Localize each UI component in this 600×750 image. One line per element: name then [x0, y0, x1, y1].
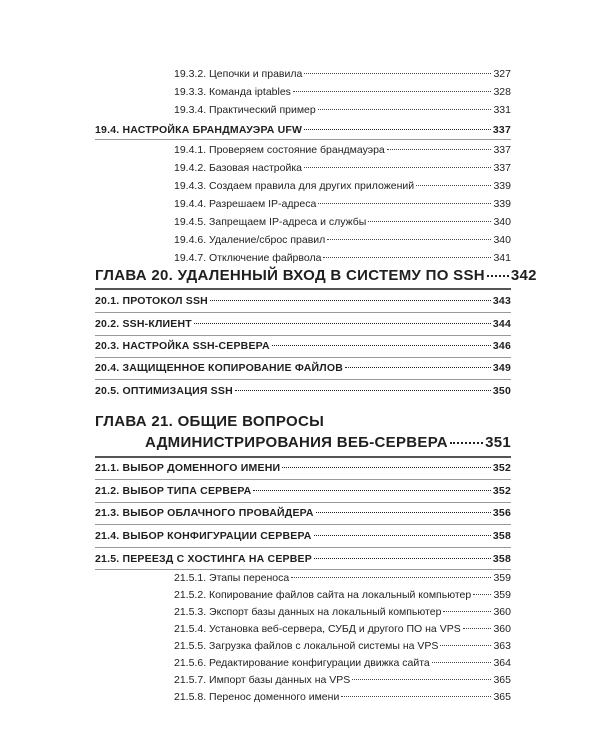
toc-entry: 19.4.7. Отключение файрвола 341 — [174, 252, 511, 264]
toc-entry: 21.5.7. Импорт базы данных на VPS 365 — [174, 674, 511, 686]
divider — [95, 547, 511, 548]
toc-section: 20.2. SSH-КЛИЕНТ 344 — [95, 318, 511, 330]
toc-entry: 21.5.3. Экспорт базы данных на локальный компьютер 360 — [174, 606, 511, 618]
toc-entry: 19.4.6. Удаление/сброс правил 340 — [174, 234, 511, 246]
toc-entry: 21.5.4. Установка веб-сервера, СУБД и другого ПО на VPS 360 — [174, 623, 511, 635]
toc-section: 21.5. ПЕРЕЕЗД С ХОСТИНГА НА СЕРВЕР 358 — [95, 553, 511, 565]
toc-entry: 19.4.5. Запрещаем IP-адреса и службы 340 — [174, 216, 511, 228]
toc-entry: 19.3.4. Практический пример 331 — [174, 104, 511, 116]
toc-entry: 19.4.2. Базовая настройка 337 — [174, 162, 511, 174]
toc-section: 20.1. ПРОТОКОЛ SSH 343 — [95, 295, 511, 307]
chapter-21-heading: ГЛАВА 21. ОБЩИЕ ВОПРОСЫ — [95, 413, 325, 430]
toc-section: 21.1. ВЫБОР ДОМЕННОГО ИМЕНИ 352 — [95, 462, 511, 474]
divider — [95, 357, 511, 358]
toc-entry: 19.3.3. Команда iptables 328 — [174, 86, 511, 98]
toc-entry: 21.5.5. Загрузка файлов с локальной системы на VPS 363 — [174, 640, 511, 652]
toc-entry: 21.5.1. Этапы переноса 359 — [174, 572, 511, 584]
toc-entry: 21.5.6. Редактирование конфигурации движка сайта 364 — [174, 657, 511, 669]
divider — [95, 288, 511, 290]
toc-section: 20.5. ОПТИМИЗАЦИЯ SSH 350 — [95, 385, 511, 397]
divider — [95, 379, 511, 380]
toc-entry: 21.5.8. Перенос доменного имени 365 — [174, 691, 511, 703]
toc-section: 20.4. ЗАЩИЩЕННОЕ КОПИРОВАНИЕ ФАЙЛОВ 349 — [95, 362, 511, 374]
divider — [95, 456, 511, 458]
toc-section-19-4: 19.4. НАСТРОЙКА БРАНДМАУЭРА UFW 337 — [95, 124, 511, 136]
chapter-21-heading-line2: АДМИНИСТРИРОВАНИЯ ВЕБ-СЕРВЕРА 351 — [145, 434, 511, 451]
toc-section: 21.3. ВЫБОР ОБЛАЧНОГО ПРОВАЙДЕРА 356 — [95, 507, 511, 519]
toc-entry: 21.5.2. Копирование файлов сайта на локальный компьютер 359 — [174, 589, 511, 601]
divider — [95, 335, 511, 336]
divider — [95, 312, 511, 313]
toc-entry: 19.4.4. Разрешаем IP-адреса 339 — [174, 198, 511, 210]
toc-section: 21.4. ВЫБОР КОНФИГУРАЦИИ СЕРВЕРА 358 — [95, 530, 511, 542]
toc-entry: 19.4.3. Создаем правила для других приложений 339 — [174, 180, 511, 192]
toc-section: 20.3. НАСТРОЙКА SSH-СЕРВЕРА 346 — [95, 340, 511, 352]
chapter-20-heading: ГЛАВА 20. УДАЛЕННЫЙ ВХОД В СИСТЕМУ ПО SSH 342 — [95, 267, 537, 284]
divider — [95, 569, 511, 570]
divider — [95, 479, 511, 480]
toc-entry: 19.3.2. Цепочки и правила 327 — [174, 68, 511, 80]
divider — [95, 502, 511, 503]
divider — [95, 139, 511, 140]
divider — [95, 524, 511, 525]
toc-entry: 19.4.1. Проверяем состояние брандмауэра 337 — [174, 144, 511, 156]
toc-section: 21.2. ВЫБОР ТИПА СЕРВЕРА 352 — [95, 485, 511, 497]
